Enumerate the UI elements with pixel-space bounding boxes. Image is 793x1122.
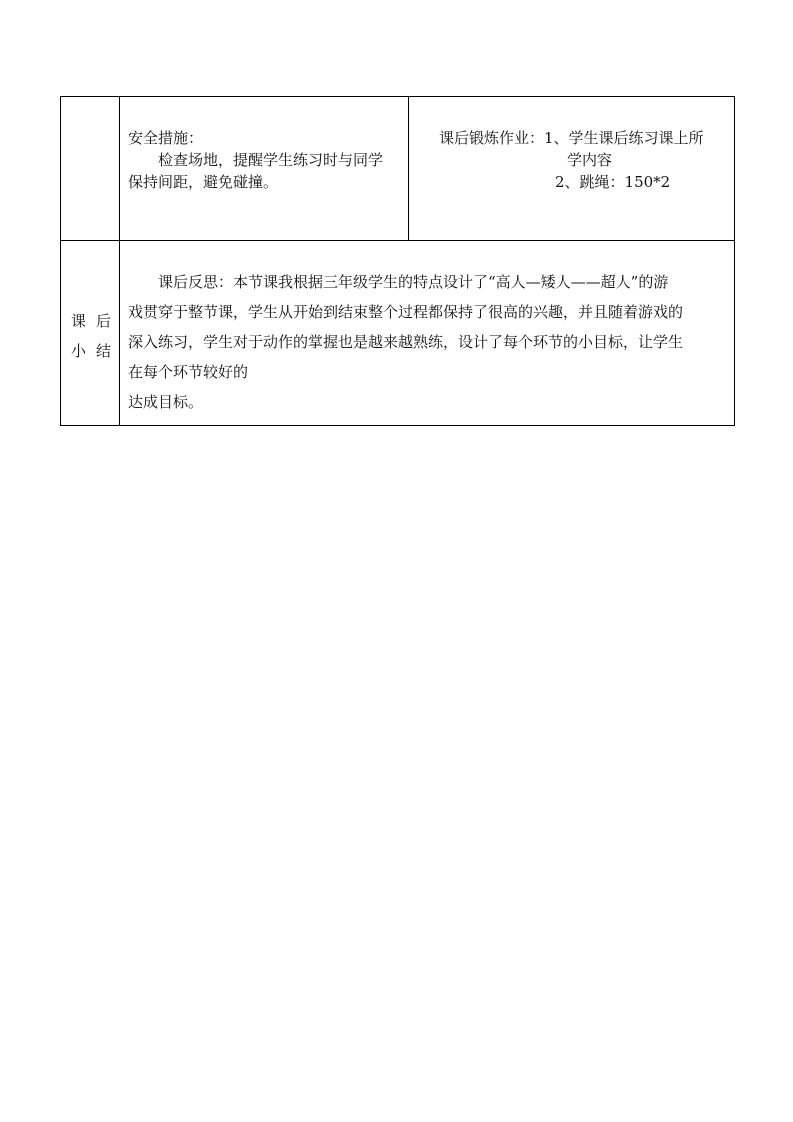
summary-text-line-2: 戏贯穿于整节课，学生从开始到结束整个过程都保持了很高的兴趣，并且随着游戏的: [128, 303, 684, 321]
summary-text-line-3: 深入练习，学生对于动作的掌握也是越来越熟练，设计了每个环节的小目标，让学生: [128, 333, 684, 351]
safety-measures-cell: [120, 97, 409, 241]
safety-homework-row: [61, 97, 735, 241]
summary-text-line-4: 在每个环节较好的: [128, 363, 249, 381]
lesson-plan-table: [60, 96, 735, 426]
summary-label-line-2: 小结: [71, 342, 122, 360]
summary-content-cell: [120, 241, 735, 426]
summary-row: [61, 241, 735, 426]
homework-line-1: 课后锻炼作业：1、学生课后练习课上所: [439, 129, 704, 147]
safety-text-line-2: 保持间距，避免碰撞。: [128, 173, 279, 191]
summary-text-line-5: 达成目标。: [128, 393, 204, 411]
homework-line-2: 2、跳绳：150*2: [555, 173, 671, 191]
summary-label-cell: [61, 241, 120, 426]
homework-cell: [409, 97, 735, 241]
safety-text-line-1: 检查场地，提醒学生练习时与同学: [158, 151, 384, 169]
summary-text-line-1: 课后反思：本节课我根据三年级学生的特点设计了“高人—矮人——超人”的游: [158, 273, 669, 291]
summary-label-line-1: 课后: [71, 312, 122, 330]
homework-line-1-continued: 学内容: [567, 151, 613, 169]
safety-title: 安全措施：: [128, 129, 204, 147]
empty-label-cell: [61, 97, 120, 241]
